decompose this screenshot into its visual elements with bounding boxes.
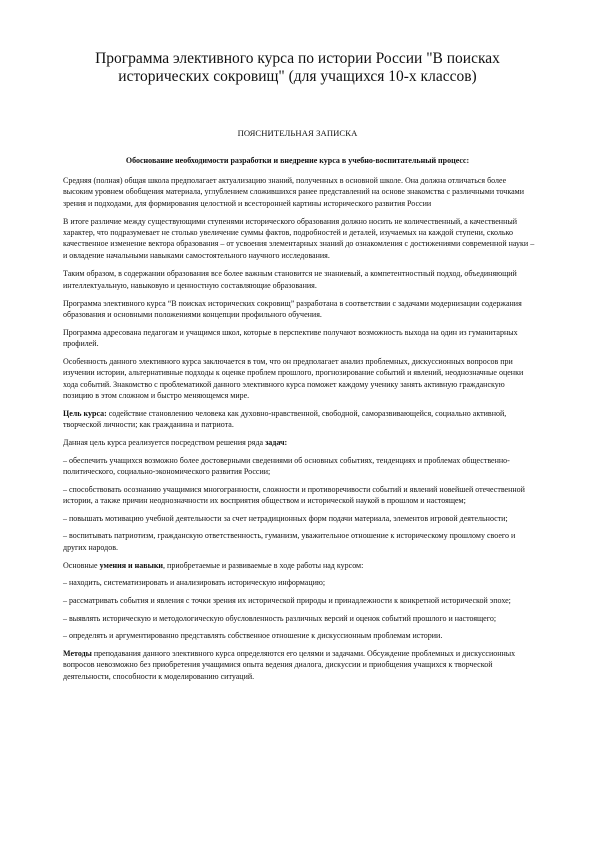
paragraph-tasks-intro <box>63 437 536 448</box>
list-item-skill: – выявлять историческую и методологическую обусловленность различных версий и оценок событий прошлого и настоящего; <box>63 613 497 623</box>
paragraph-approach: Таким образом, в содержании образования все более важным становится не знаниевый, а компетентностный подход, объединяющий интеллектуальную, навыковую и ценностную составляющие образования. <box>63 269 517 290</box>
document-title: Программа элективного курса по истории России "В поисках исторических сокровищ" (для учащихся 10-х классов) <box>95 50 500 85</box>
document-body <box>63 175 536 689</box>
tasks-intro-text: Данная цель курса реализуется посредством решения ряда <box>63 437 266 447</box>
paragraph-skills-intro <box>63 560 536 571</box>
subheading: Обоснование необходимости разработки и внедрение курса в учебно-воспитательный процесс: <box>125 156 470 165</box>
skills-intro-suffix: , приобретаемые и развиваемые в ходе работы над курсом: <box>163 560 364 570</box>
paragraph-difference: В итоге различие между существующими ступенями исторического образования должно носить не количественный, а качественный характер, что подразумевает не столько увеличение суммы фактов, подробностей и деталей, изучаемых на каждой ступени, сколько качественное изменение вектора образования – от усвоения элементарных знаний до ознакомления с достижениями современной науки – и овладение начальными навыками самостоятельного научного исследования. <box>63 216 535 260</box>
methods-label: Методы <box>63 649 92 659</box>
tasks-intro-suffix: : <box>284 437 288 447</box>
skills-intro-bold: умения и навыки <box>99 560 164 570</box>
paragraph-feature: Особенность данного элективного курса заключается в том, что он предполагает анализ проблемных, дискуссионных вопросов при изучении истории, альтернативные подходы к оценке проблем прошлого, прогнозирование событий и явлений, неоднозначные оценки хода событий. Знакомство с проблематикой данного элективного курса поможет каждому ученику занять активную гражданскую позицию в этом сложном и быстро меняющемся мире. <box>63 356 524 400</box>
list-item-task: – способствовать осознанию учащимися многогранности, сложности и противоречивости событий и явлений новейшей отечественной истории, а также причин неоднозначности их восприятия обществом и исторической наукой в прошлом и настоящем; <box>63 484 525 506</box>
section-heading: ПОЯСНИТЕЛЬНАЯ ЗАПИСКА <box>237 128 358 138</box>
methods-text: преподавания данного элективного курса определяются его целями и задачами. Обсуждение проблемных и дискуссионных вопросов невозможно без приобретения учащимися опыта ведения диалога, дискуссии и приобщения учащихся к творческой деятельности, способности к моделированию ситуаций. <box>63 649 516 681</box>
tasks-intro-bold: задач <box>265 437 285 447</box>
list-item-task: – воспитывать патриотизм, гражданскую ответственность, гуманизм, уважительное отношение к историческому прошлому своего и других народов. <box>63 531 516 552</box>
goal-label: Цель курса: <box>63 408 107 418</box>
paragraph-methods <box>63 648 536 682</box>
paragraph-intro: Средняя (полная) общая школа предполагает актуализацию знаний, полученных в основной школе. Она должна отличаться более высоким уровнем обобщения материала, углублением сложившихся ранее представлений на основе знакомства с различными точками зрения и подходами, для формирования целостной и всесторонней картины исторического развития России <box>63 176 524 208</box>
list-item-task: – обеспечить учащихся возможно более достоверными сведениями об основных событиях, тенденциях и проблемах общественно-политического, социально-экономического развития России; <box>63 455 510 476</box>
list-item-task: – повышать мотивацию учебной деятельности за счет нетрадиционных форм подачи материала, элементов игровой деятельности; <box>63 513 508 523</box>
paragraph-audience: Программа адресована педагогам и учащимся школ, которые в перспективе получают возможность выхода на один из гуманитарных профилей. <box>63 327 518 349</box>
goal-text: содействие становлению человека как духовно-нравственной, свободной, саморазвивающейся, социально активной, творческой личности; как гражданина и патриота. <box>63 408 507 430</box>
list-item-skill: – находить, систематизировать и анализировать историческую информацию; <box>63 578 326 588</box>
list-item-skill: – рассматривать события и явления с точки зрения их исторической природы и принадлежности к конкретной исторической эпохе; <box>63 595 511 605</box>
paragraph-program: Программа элективного курса “В поисках исторических сокровищ” разработана в соответствии с задачами модернизации содержания образования и основными положениями концепции профильного обучения. <box>63 298 522 319</box>
list-item-skill: – определять и аргументированно представлять собственное отношение к дискуссионным проблемам истории. <box>63 631 443 641</box>
paragraph-goal <box>63 408 536 431</box>
skills-intro-prefix: Основные <box>63 560 100 570</box>
